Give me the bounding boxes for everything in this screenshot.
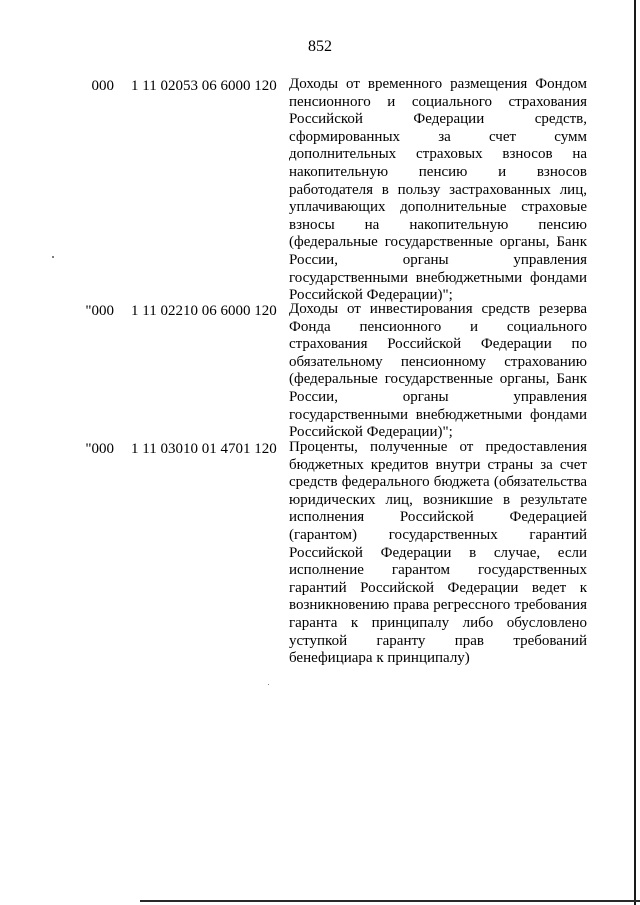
scan-speck	[52, 256, 54, 258]
budget-classification-code: 1 11 02053 06 6000 120	[131, 78, 277, 94]
entry-description: Доходы от инвестирования средств резерва Фонда пенсионного и социального страхования Российской Федерации по обязательному пенсионному страхованию (федеральные государственные органы, Банк России, органы управления государственными внебюджетными фондами Российской Федерации)";	[289, 301, 587, 441]
admin-code: 000	[91, 78, 114, 94]
admin-code: "000	[85, 303, 114, 319]
budget-classification-code: 1 11 03010 01 4701 120	[131, 441, 277, 457]
entry-description: Доходы от временного размещения Фондом пенсионного и социального страхования Российской Федерации средств, сформированных за счет сумм дополнительных страховых взносов на накопительную пенсию и взносов работодателя в пользу застрахованных лиц, уплачивающих дополнительные страховые взносы на накопительную пенсию (федеральные государственные органы, Банк России, органы управления государственными внебюджетными фондами Российской Федерации)";	[289, 76, 587, 304]
scan-edge-bottom	[140, 900, 640, 902]
entry-description: Проценты, полученные от предоставления бюджетных кредитов внутри страны за счет средств федерального бюджета (обязательства юридических лиц, возникшие в результате исполнения Российской Федерацией (гарантом) государственных гарантий Российской Федерации в случае, если исполнение гарантом государственных гарантий Российской Федерации ведет к возникновению права регрессного требования гаранта к принципалу либо обусловлено уступкой гаранту прав требований бенефициара к принципалу)	[289, 439, 587, 667]
scan-edge-right	[634, 0, 636, 905]
scan-speck	[268, 684, 269, 685]
page-number: 852	[308, 38, 332, 55]
budget-classification-code: 1 11 02210 06 6000 120	[131, 303, 277, 319]
admin-code: "000	[85, 441, 114, 457]
